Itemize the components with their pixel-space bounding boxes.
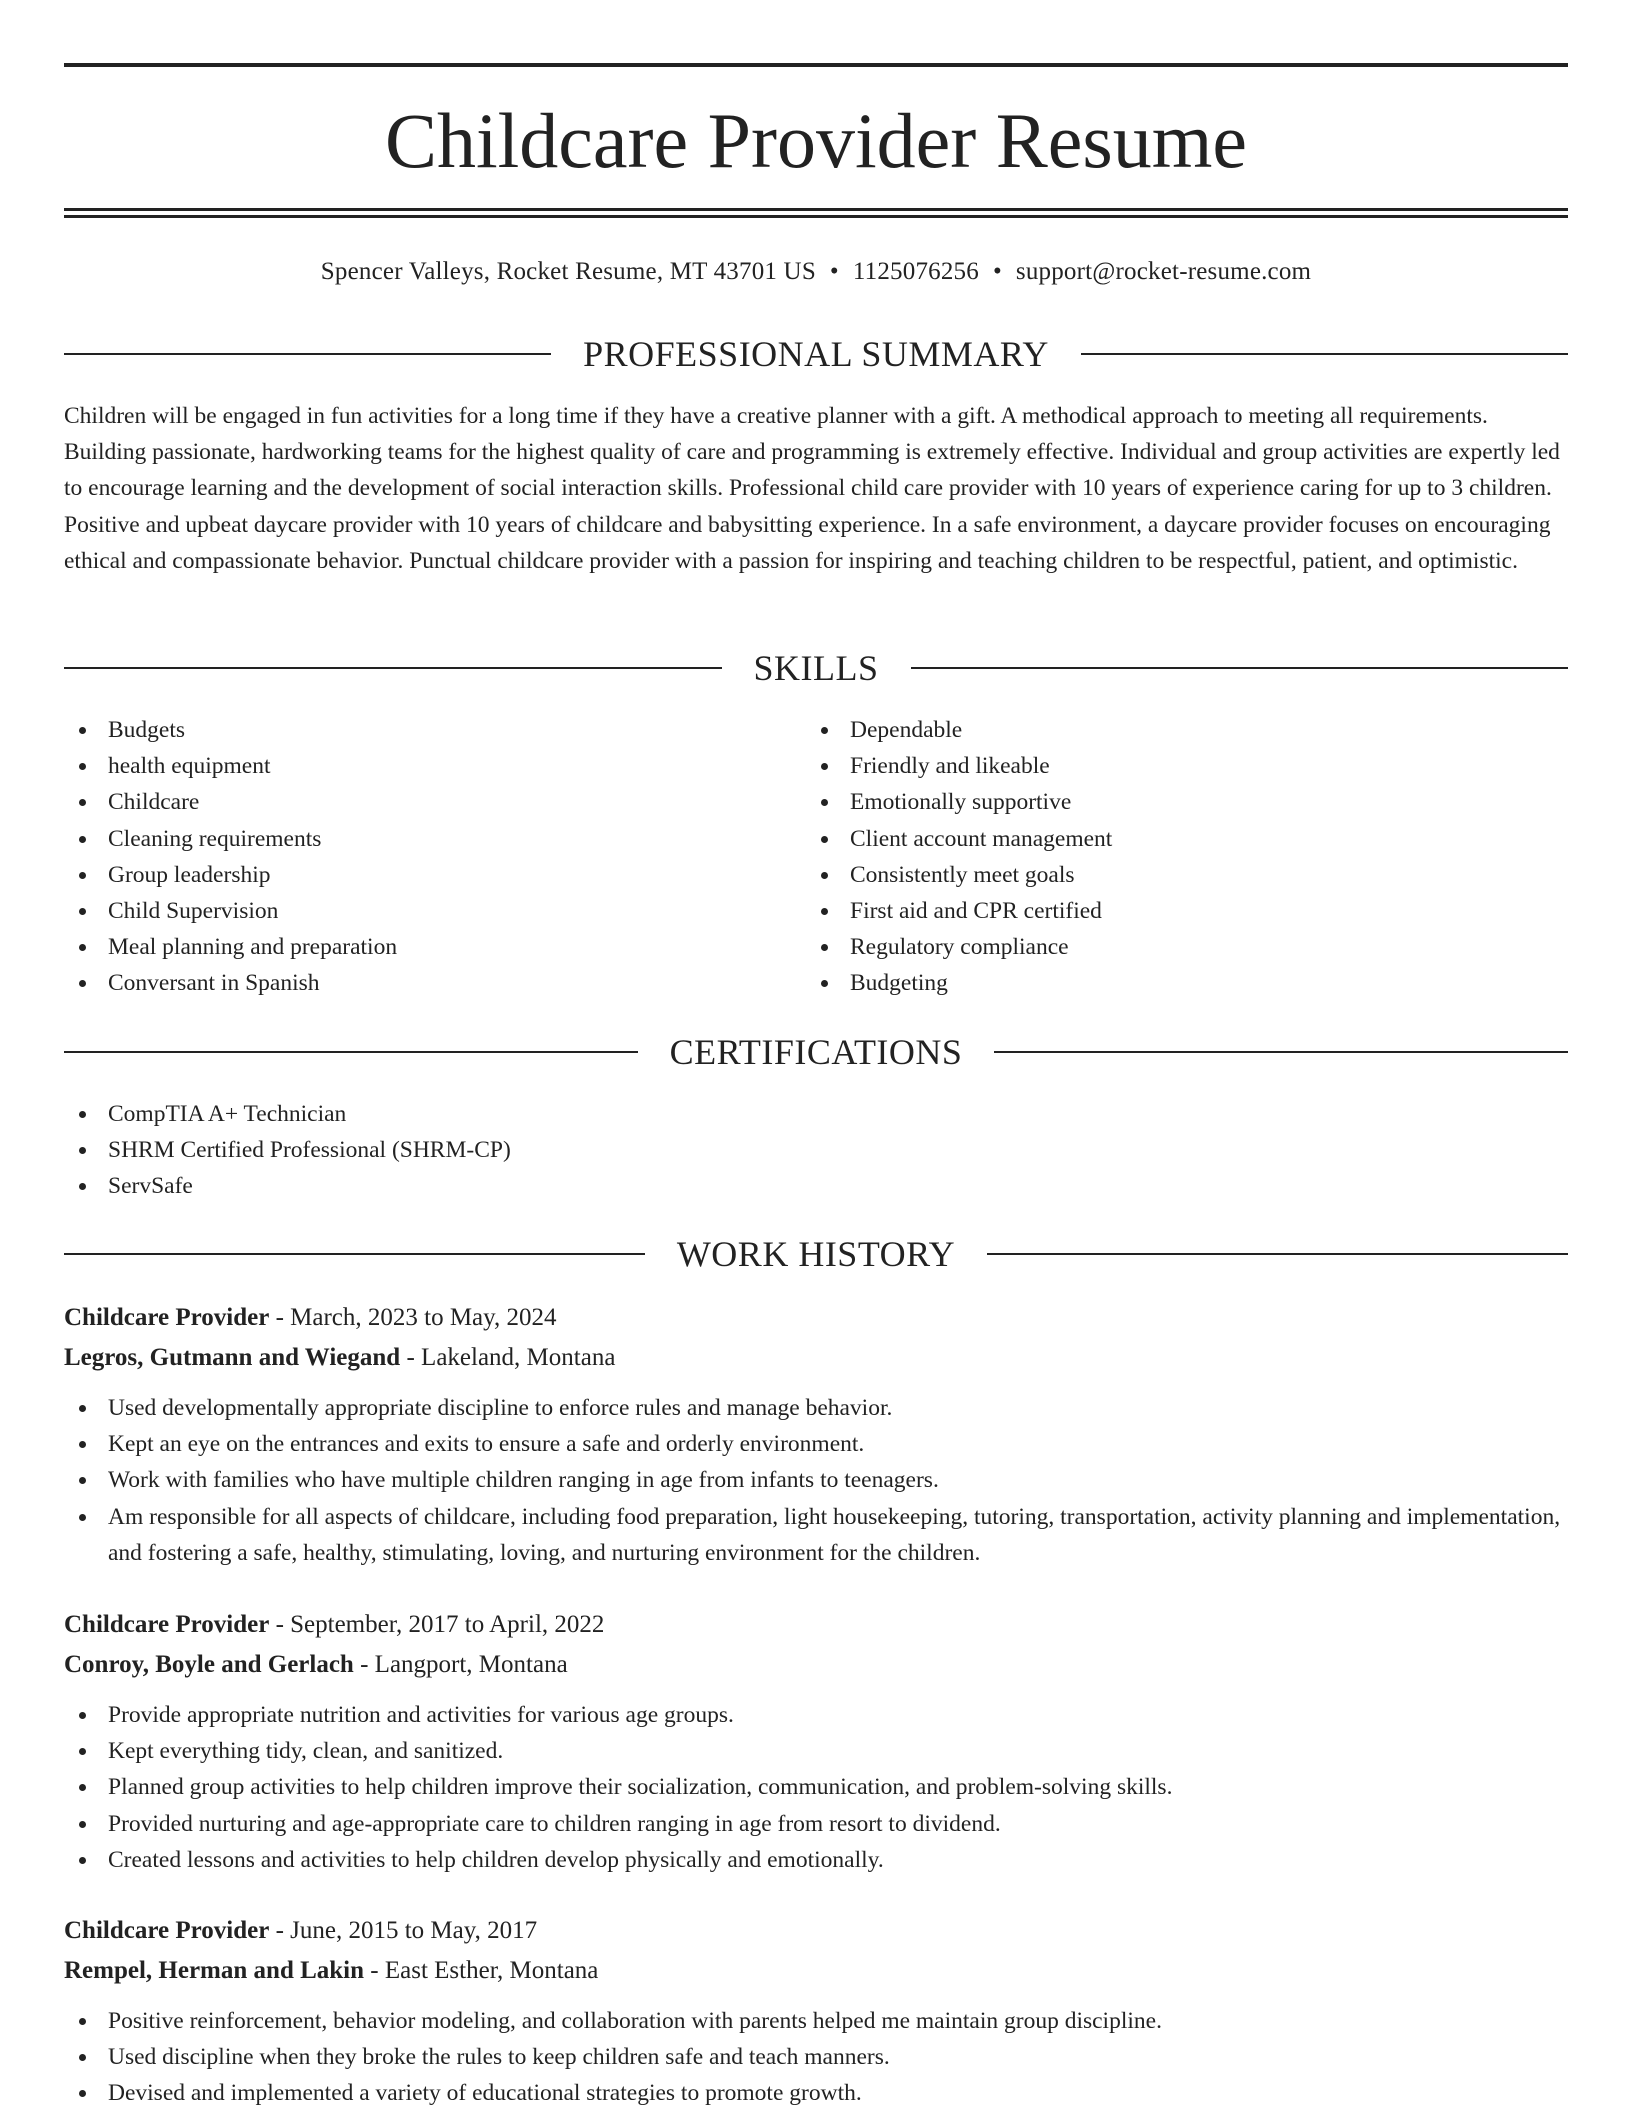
job-company: Legros, Gutmann and Wiegand bbox=[64, 1344, 401, 1371]
skill-item: Client account management bbox=[806, 821, 1506, 857]
job-company: Conroy, Boyle and Gerlach bbox=[64, 1651, 354, 1678]
contact-separator: • bbox=[992, 258, 1002, 285]
job-entry bbox=[64, 1605, 1568, 1878]
skill-item: health equipment bbox=[64, 748, 764, 784]
summary-paragraph: Children will be engaged in fun activities for a long time if they have a creative planner with a gift. A methodical approach to meeting all requirements. Building passionate, hardworking teams for the highest quality of care and programming is extremely effective. Individual and group activities are expertly led to encourage learning and the development of social interaction skills. Professional child care provider with 10 years of experience caring for up to 3 children. Positive and upbeat daycare provider with 10 years of childcare and babysitting experience. In a safe environment, a daycare provider focuses on encouraging ethical and compassionate behavior. Punctual childcare provider with a passion for inspiring and teaching children to be respectful, patient, and optimistic. bbox=[64, 403, 1560, 574]
job-bullets bbox=[64, 1697, 1568, 1878]
job-location: - East Esther, Montana bbox=[364, 1957, 599, 1984]
heading-rule bbox=[64, 353, 551, 355]
job-location: - Langport, Montana bbox=[353, 1651, 568, 1678]
skills-list-left bbox=[64, 712, 764, 1002]
job-bullet: Created lessons and activities to help children develop physically and emotionally. bbox=[64, 1842, 1568, 1878]
job-company-line bbox=[64, 1338, 1568, 1378]
contact-address: Spencer Valleys, Rocket Resume, MT 43701 US bbox=[320, 258, 816, 285]
section-title-certifications: CERTIFICATIONS bbox=[669, 1032, 963, 1072]
section-heading-certifications bbox=[64, 1030, 1568, 1074]
skill-item: Dependable bbox=[806, 712, 1506, 748]
job-bullet: Devised and implemented a variety of educational strategies to promote growth. bbox=[64, 2075, 1568, 2111]
heading-rule bbox=[911, 667, 1569, 669]
job-dates: - September, 2017 to April, 2022 bbox=[269, 1611, 605, 1638]
job-bullet: Positive reinforcement, behavior modeling, and collaboration with parents helped me maintain group discipline. bbox=[64, 2003, 1568, 2039]
job-dates: - June, 2015 to May, 2017 bbox=[269, 1917, 538, 1944]
section-title-summary: PROFESSIONAL SUMMARY bbox=[583, 334, 1049, 374]
heading-rule bbox=[64, 1051, 638, 1053]
job-entry bbox=[64, 1298, 1568, 1571]
skill-item: Consistently meet goals bbox=[806, 857, 1506, 893]
section-title-work: WORK HISTORY bbox=[676, 1234, 956, 1274]
heading-rule bbox=[994, 1051, 1568, 1053]
contact-phone: 1125076256 bbox=[852, 258, 979, 285]
certifications-list bbox=[64, 1096, 1064, 1205]
job-bullet: Used developmentally appropriate discipline to enforce rules and manage behavior. bbox=[64, 1390, 1568, 1426]
skills-list-right bbox=[806, 712, 1506, 1002]
job-role: Childcare Provider bbox=[64, 1304, 270, 1331]
job-role: Childcare Provider bbox=[64, 1611, 270, 1638]
job-bullet: Kept everything tidy, clean, and sanitized. bbox=[64, 1733, 1568, 1769]
heading-rule bbox=[1081, 353, 1568, 355]
section-title-skills: SKILLS bbox=[753, 648, 879, 688]
job-company-line bbox=[64, 1951, 1568, 1991]
job-bullet: Provide appropriate nutrition and activities for various age groups. bbox=[64, 1697, 1568, 1733]
skill-item: Budgets bbox=[64, 712, 764, 748]
job-bullet: Provided nurturing and age-appropriate care to children ranging in age from resort to dividend. bbox=[64, 1806, 1568, 1842]
job-title-line bbox=[64, 1911, 1568, 1951]
skill-item: Friendly and likeable bbox=[806, 748, 1506, 784]
job-location: - Lakeland, Montana bbox=[400, 1344, 616, 1371]
job-entry bbox=[64, 1911, 1568, 2112]
skill-item: Regulatory compliance bbox=[806, 929, 1506, 965]
certification-item: ServSafe bbox=[64, 1168, 1064, 1204]
section-heading-summary bbox=[64, 332, 1568, 376]
heading-rule bbox=[64, 667, 722, 669]
job-bullet: Am responsible for all aspects of childcare, including food preparation, light housekeeping, tutoring, transportation, activity planning and implementation, and fostering a safe, healthy, stimulating, loving, and nurturing environment for the children. bbox=[64, 1499, 1568, 1571]
job-bullet: Kept an eye on the entrances and exits to ensure a safe and orderly environment. bbox=[64, 1426, 1568, 1462]
skill-item: Conversant in Spanish bbox=[64, 965, 764, 1001]
job-company: Rempel, Herman and Lakin bbox=[64, 1957, 365, 1984]
certification-item: CompTIA A+ Technician bbox=[64, 1096, 1064, 1132]
section-heading-skills bbox=[64, 646, 1568, 690]
job-title-line bbox=[64, 1605, 1568, 1645]
job-title-line bbox=[64, 1298, 1568, 1338]
skill-item: Child Supervision bbox=[64, 893, 764, 929]
heading-rule bbox=[64, 1253, 645, 1255]
job-company-line bbox=[64, 1645, 1568, 1685]
skill-item: Cleaning requirements bbox=[64, 821, 764, 857]
top-rule bbox=[64, 63, 1568, 67]
job-bullet: Planned group activities to help children improve their socialization, communication, and problem-solving skills. bbox=[64, 1769, 1568, 1805]
certification-item: SHRM Certified Professional (SHRM-CP) bbox=[64, 1132, 1064, 1168]
heading-rule bbox=[987, 1253, 1568, 1255]
skill-item: Group leadership bbox=[64, 857, 764, 893]
skill-item: Budgeting bbox=[806, 965, 1506, 1001]
contact-email: support@rocket-resume.com bbox=[1015, 258, 1312, 285]
skill-item: Emotionally supportive bbox=[806, 784, 1506, 820]
contact-separator: • bbox=[829, 258, 839, 285]
job-bullet: Used discipline when they broke the rules to keep children safe and teach manners. bbox=[64, 2039, 1568, 2075]
section-heading-work bbox=[64, 1232, 1568, 1276]
job-bullet: Work with families who have multiple children ranging in age from infants to teenagers. bbox=[64, 1462, 1568, 1498]
job-bullets bbox=[64, 1390, 1568, 1571]
resume-title: Childcare Provider Resume bbox=[384, 97, 1248, 184]
job-bullets bbox=[64, 2003, 1568, 2112]
skill-item: Childcare bbox=[64, 784, 764, 820]
skill-item: Meal planning and preparation bbox=[64, 929, 764, 965]
job-dates: - March, 2023 to May, 2024 bbox=[269, 1304, 557, 1331]
title-double-rule bbox=[64, 208, 1568, 218]
contact-line bbox=[64, 254, 1568, 290]
skill-item: First aid and CPR certified bbox=[806, 893, 1506, 929]
job-role: Childcare Provider bbox=[64, 1917, 270, 1944]
